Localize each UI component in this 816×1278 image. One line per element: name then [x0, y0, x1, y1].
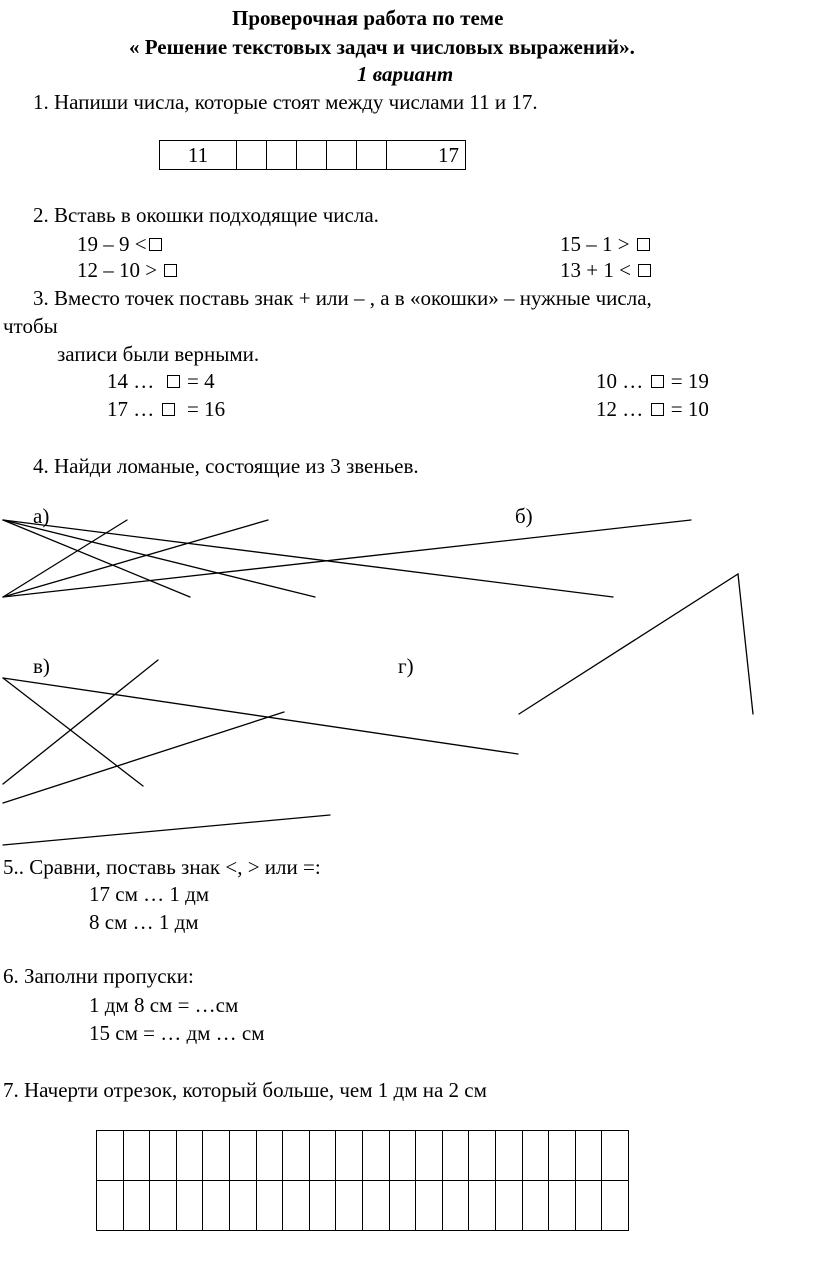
segment — [3, 678, 518, 754]
task3-text-line3: записи были верными. — [57, 342, 260, 366]
segment — [3, 815, 330, 845]
figure-label-a: а) — [33, 504, 50, 528]
segment — [3, 520, 315, 597]
task3-text-line2: чтобы — [3, 314, 58, 338]
task5-text: 5.. Сравни, поставь знак <, > или =: — [3, 855, 321, 879]
number-line-start: 11 — [160, 141, 237, 170]
task3-text-line1: 3. Вместо точек поставь знак + или – , а в «окошки» – нужные числа, — [33, 286, 652, 310]
segment — [3, 712, 284, 803]
segment — [3, 520, 268, 597]
header-title: Проверочная работа по теме — [232, 6, 504, 30]
task3-expr-4: 12 … = 10 — [596, 397, 709, 421]
task6-text: 6. Заполни пропуски: — [3, 964, 194, 988]
segment — [3, 660, 158, 784]
task5-expr-2: 8 см … 1 дм — [89, 910, 199, 934]
figure-label-g: г) — [398, 654, 414, 678]
task3-expr-3: 17 … = 16 — [107, 397, 226, 421]
task2-expr-2: 15 – 1 > — [560, 234, 652, 255]
task6-expr-2: 15 см = … дм … см — [89, 1021, 265, 1045]
task2-text: 2. Вставь в окошки подходящие числа. — [33, 203, 379, 227]
task2-expr-1: 19 – 9 < — [77, 234, 164, 255]
task6-expr-1: 1 дм 8 см = …см — [89, 993, 239, 1017]
task7-text: 7. Начерти отрезок, который больше, чем 1 дм на 2 см — [3, 1078, 487, 1102]
task3-expr-2: 10 … = 19 — [596, 369, 709, 393]
task1-text: 1. Напиши числа, которые стоят между числами 11 и 17. — [33, 90, 538, 114]
header-topic: « Решение текстовых задач и числовых выражений». — [129, 35, 635, 59]
task4-text: 4. Найди ломаные, состоящие из 3 звеньев. — [33, 454, 419, 478]
segment — [3, 520, 613, 597]
task2-expr-4: 13 + 1 < — [560, 260, 653, 281]
segment — [519, 574, 753, 714]
number-line-end: 17 — [387, 141, 466, 170]
task3-expr-1: 14 … = 4 — [107, 369, 215, 393]
figure-label-v: в) — [33, 654, 50, 678]
figure-label-b: б) — [515, 504, 533, 528]
task2-expr-3: 12 – 10 > — [77, 260, 179, 281]
header-variant: 1 вариант — [357, 62, 454, 86]
segment — [3, 678, 143, 786]
segment — [3, 520, 691, 597]
task5-expr-1: 17 см … 1 дм — [89, 882, 210, 906]
drawing-grid[interactable] — [96, 1130, 629, 1231]
